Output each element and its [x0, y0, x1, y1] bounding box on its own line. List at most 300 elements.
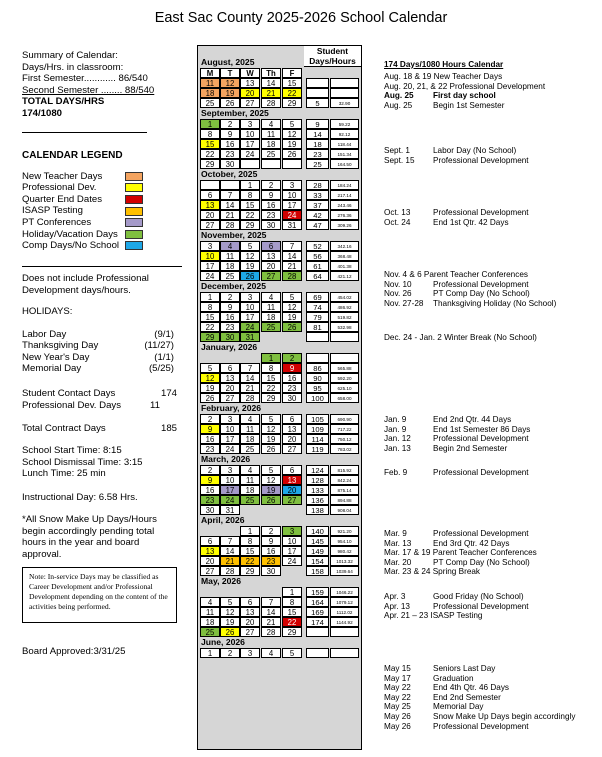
calendar-day: 3 [282, 526, 302, 536]
calendar-day: 16 [282, 373, 302, 383]
student-hours: 815.92 [330, 465, 359, 475]
calendar-day: 5 [261, 414, 281, 424]
event-text: Begin 1st Semester [433, 100, 505, 110]
student-hours: 625.10 [330, 383, 359, 393]
calendar-day: 23 [200, 444, 220, 454]
calendar-day: 25 [240, 495, 260, 505]
legend-item [22, 205, 187, 217]
calendar-day: 22 [240, 556, 260, 566]
event-text: Professional Development [433, 721, 529, 731]
student-hours: 454.02 [330, 292, 359, 302]
event-line [384, 146, 516, 156]
student-days: 136 [306, 495, 329, 505]
legend-swatch [125, 241, 143, 250]
calendar-day: 28 [240, 393, 260, 403]
calendar-day [240, 159, 260, 169]
student-hours: 519.82 [330, 312, 359, 322]
event-line [384, 468, 529, 478]
student-days [306, 648, 329, 658]
prof-dev-value: 11 [150, 399, 160, 411]
calendar-day: 15 [282, 78, 302, 88]
legend-swatch [125, 172, 143, 181]
student-hours: 783.02 [330, 444, 359, 454]
calendar-day: 11 [200, 78, 220, 88]
calendar-day: 27 [261, 271, 281, 281]
calendar-day: 1 [282, 587, 302, 597]
event-date: May 15 [384, 664, 411, 673]
calendar-day: 19 [220, 88, 240, 98]
contact-days [22, 388, 187, 435]
instructional-day: Instructional Day: 6.58 Hrs. [22, 491, 138, 503]
calendar-day: 6 [261, 241, 281, 251]
event-text: Seniors Last Day [433, 664, 496, 673]
pd-notice: Does not include Professional Development days/hours. [22, 273, 149, 296]
calendar-day: 7 [240, 363, 260, 373]
student-hours: 1112.02 [330, 607, 359, 617]
calendar-day: 2 [220, 648, 240, 658]
calendar-day: 17 [282, 200, 302, 210]
student-hours: 875.14 [330, 485, 359, 495]
calendar-day: 16 [220, 139, 240, 149]
calendar-day: 10 [220, 424, 240, 434]
student-hours [330, 88, 359, 98]
calendar-day: 30 [261, 220, 281, 230]
event-line [384, 693, 501, 703]
event-text: Professional Development [433, 601, 529, 611]
event-text: Begin 2nd Semester [433, 443, 508, 453]
weekday-header: M [200, 68, 220, 78]
student-hours: 565.88 [330, 363, 359, 373]
student-hours: 401.38 [330, 261, 359, 271]
calendar-day: 13 [220, 373, 240, 383]
student-hours: 1013.32 [330, 556, 359, 566]
calendar-day: 12 [200, 373, 220, 383]
calendar-day: 21 [220, 210, 240, 220]
calendar-day: 26 [220, 98, 240, 108]
legend-title: CALENDAR LEGEND [22, 150, 123, 161]
calendar-day: 24 [200, 271, 220, 281]
event-date: May 26 [384, 721, 411, 731]
event-line: Aug. 20, 21, & 22 Professional Development [384, 81, 546, 91]
student-days: 64 [306, 271, 329, 281]
calendar-day: 16 [261, 546, 281, 556]
calendar-day: 3 [200, 241, 220, 251]
in-service-note: Note: In-service Days may be classified as Career Development and/or Professional Development depending on the content of the activities being performed. [22, 567, 177, 623]
calendar-day: 24 [282, 210, 302, 220]
student-hours: 532.98 [330, 322, 359, 332]
event-line [384, 444, 507, 454]
student-days: 105 [306, 414, 329, 424]
calendar-day: 5 [261, 465, 281, 475]
student-contact-value: 174 [160, 388, 177, 399]
event-text: Professional Development [433, 529, 529, 538]
calendar-day: 7 [220, 190, 240, 200]
start-time: School Start Time: 8:15 [22, 445, 122, 456]
calendar-day: 31 [240, 332, 260, 342]
event-text: Memorial Day [433, 702, 484, 712]
calendar-day: 25 [220, 271, 240, 281]
event-text: Snow Make Up Days begin accordingly [433, 712, 576, 721]
calendar-day: 13 [200, 200, 220, 210]
event-line [384, 683, 509, 693]
calendar-day: 15 [240, 546, 260, 556]
dismissal-time: School Dismissal Time: 3:15 [22, 456, 143, 468]
student-days [306, 353, 329, 363]
event-text: Good Friday (No School) [433, 592, 524, 601]
calendar-day: 9 [282, 363, 302, 373]
student-days: 81 [306, 322, 329, 332]
calendar-day: 26 [240, 271, 260, 281]
event-date: Apr. 3 [384, 592, 406, 601]
holiday-name: Labor Day [22, 328, 67, 340]
calendar-day: 17 [240, 139, 260, 149]
student-hours: 592.20 [330, 373, 359, 383]
student-hours: 243.46 [330, 200, 359, 210]
calendar-day: 21 [220, 556, 240, 566]
month-heading: August, 2025 [201, 57, 255, 67]
event-text: Professional Development [433, 468, 529, 477]
calendar-day: 12 [240, 251, 260, 261]
student-days: 56 [306, 251, 329, 261]
student-hours: 921.20 [330, 526, 359, 536]
calendar-day: 21 [261, 617, 281, 627]
student-days: 119 [306, 444, 329, 454]
student-hours: 486.92 [330, 302, 359, 312]
calendar-day: 28 [261, 98, 281, 108]
student-days: 145 [306, 536, 329, 546]
student-hours: 690.90 [330, 414, 359, 424]
calendar-day: 7 [261, 597, 281, 607]
month-heading: September, 2025 [201, 108, 269, 118]
calendar-day: 16 [200, 434, 220, 444]
student-days: 25 [306, 159, 329, 169]
legend-item [22, 194, 187, 206]
calendar-day: 1 [200, 648, 220, 658]
student-hours: 217.14 [330, 190, 359, 200]
student-days: 86 [306, 363, 329, 373]
calendar-day: 5 [220, 597, 240, 607]
calendar-day: 17 [240, 312, 260, 322]
calendar-day: 5 [282, 648, 302, 658]
calendar-day: 3 [240, 648, 260, 658]
legend-item [22, 217, 187, 229]
event-line: Mar. 17 & 19 Parent Teacher Conferences [384, 548, 537, 558]
event-date: May 26 [384, 712, 411, 721]
calendar-day: 24 [240, 149, 260, 159]
student-hours: 1079.12 [330, 597, 359, 607]
calendar-day: 22 [261, 383, 281, 393]
student-hours: 151.34 [330, 149, 359, 159]
calendar-day: 11 [261, 129, 281, 139]
calendar-day: 12 [220, 78, 240, 88]
calendar-day: 21 [261, 88, 281, 98]
calendar-day: 10 [282, 190, 302, 200]
calendar-day: 4 [200, 597, 220, 607]
calendar-day: 4 [261, 292, 281, 302]
calendar-day: 8 [282, 597, 302, 607]
calendar-day: 8 [200, 129, 220, 139]
student-contact-label: Student Contact Days [22, 388, 116, 399]
student-hours: 59.22 [330, 119, 359, 129]
event-line: Dec. 24 - Jan. 2 Winter Break (No School) [384, 333, 537, 342]
holiday-name: New Year's Day [22, 351, 90, 363]
calendar-day: 30 [261, 566, 281, 576]
calendar-day: 5 [200, 363, 220, 373]
event-text: Professional Development [433, 155, 529, 165]
calendar-day: 11 [220, 251, 240, 261]
calendar-day: 2 [200, 414, 220, 424]
month-heading: May, 2026 [201, 576, 241, 586]
calendar-day: 6 [200, 190, 220, 200]
calendar-day: 29 [200, 332, 220, 342]
event-line [384, 156, 529, 166]
calendar-day: 2 [261, 180, 281, 190]
weekday-header: Th [261, 68, 281, 78]
student-hours: 92.12 [330, 129, 359, 139]
student-hours: 1039.64 [330, 566, 359, 576]
holiday-name: Thanksgiving Day [22, 340, 99, 352]
student-days: 159 [306, 587, 329, 597]
calendar-day: 18 [240, 485, 260, 495]
first-semester: First Semester............ 86/540 [22, 73, 148, 85]
legend-item [22, 229, 187, 241]
student-hours: 980.42 [330, 546, 359, 556]
event-date: May 17 [384, 673, 411, 683]
event-date: May 22 [384, 683, 411, 693]
holiday-item [22, 340, 187, 352]
month-heading: April, 2026 [201, 515, 245, 525]
student-days: 140 [306, 526, 329, 536]
legend-swatch [125, 230, 143, 239]
calendar-day: 14 [240, 373, 260, 383]
calendar-day: 14 [261, 607, 281, 617]
event-line [384, 558, 530, 568]
calendar-day: 16 [261, 200, 281, 210]
calendar-day: 18 [261, 139, 281, 149]
calendar-day: 23 [200, 495, 220, 505]
calendar-day: 22 [282, 88, 302, 98]
legend-label: PT Conferences [22, 216, 92, 228]
student-hours [330, 353, 359, 363]
calendar-day: 17 [220, 485, 240, 495]
event-date: Mar. 13 [384, 538, 412, 548]
student-hours: 1046.22 [330, 587, 359, 597]
calendar-day: 3 [240, 119, 260, 129]
calendar-day: 25 [200, 98, 220, 108]
total-days-value: 174/1080 [22, 107, 63, 119]
event-line [384, 529, 529, 539]
calendar-day: 19 [240, 261, 260, 271]
event-line [384, 299, 556, 309]
student-days: 74 [306, 302, 329, 312]
calendar-day: 31 [220, 505, 240, 515]
calendar-day: 20 [240, 617, 260, 627]
event-date: Nov. 27-28 [384, 298, 424, 308]
holiday-date: (5/25) [148, 363, 174, 375]
calendar-day [261, 159, 281, 169]
event-line [384, 208, 529, 218]
calendar-day: 21 [240, 383, 260, 393]
calendar-day: 2 [282, 353, 302, 363]
event-date: Feb. 9 [384, 468, 408, 477]
event-date: Mar. 9 [384, 529, 407, 538]
event-text: End 4th Qtr. 46 Days [433, 683, 510, 693]
event-line [384, 702, 484, 712]
holiday-name: Memorial Day [22, 363, 82, 375]
calendar-day: 13 [261, 251, 281, 261]
student-hours: 32.90 [330, 98, 359, 108]
calendar-day: 16 [200, 485, 220, 495]
student-days: 14 [306, 129, 329, 139]
calendar-day: 14 [220, 546, 240, 556]
calendar-day: 4 [220, 241, 240, 251]
calendar-day: 6 [240, 597, 260, 607]
calendar-day [200, 180, 220, 190]
calendar-day: 11 [200, 607, 220, 617]
month-heading: January, 2026 [201, 342, 258, 352]
student-days: 154 [306, 556, 329, 566]
calendar-day: 30 [220, 332, 240, 342]
student-days [306, 78, 329, 88]
calendar-day: 3 [220, 465, 240, 475]
event-text: Labor Day (No School) [433, 146, 517, 155]
weekday-header: T [220, 68, 240, 78]
calendar-day: 28 [282, 271, 302, 281]
calendar-day: 24 [240, 322, 260, 332]
calendar-day: 20 [200, 556, 220, 566]
calendar-day: 3 [220, 414, 240, 424]
event-line: Aug. 18 & 19 New Teacher Days [384, 72, 503, 81]
calendar-day: 6 [220, 363, 240, 373]
calendar-day: 24 [282, 556, 302, 566]
student-hours: 658.00 [330, 393, 359, 403]
calendar-day: 1 [240, 180, 260, 190]
total-days-label: TOTAL DAYS/HRS [22, 96, 105, 108]
legend-swatch [125, 218, 143, 227]
calendar-day: 27 [200, 220, 220, 230]
calendar-day: 20 [240, 88, 260, 98]
event-text: End 2nd Semester [433, 692, 501, 702]
page-title: East Sac County 2025-2026 School Calendar [154, 10, 448, 26]
calendar-day: 22 [200, 149, 220, 159]
calendar-day: 8 [240, 536, 260, 546]
event-line [384, 602, 529, 612]
calendar-day: 23 [220, 322, 240, 332]
event-line [384, 425, 530, 435]
calendar-grid [197, 45, 362, 750]
student-hours: 717.22 [330, 424, 359, 434]
student-days: 52 [306, 241, 329, 251]
event-line [384, 664, 495, 674]
summary-sub: Days/Hrs. in classroom: [22, 61, 124, 73]
calendar-day: 4 [240, 414, 260, 424]
calendar-day: 16 [220, 312, 240, 322]
student-hours [330, 648, 359, 658]
student-hours: 908.04 [330, 505, 359, 515]
calendar-day: 27 [200, 566, 220, 576]
month-heading: November, 2025 [201, 230, 267, 240]
student-days: 79 [306, 312, 329, 322]
student-hours: 954.10 [330, 536, 359, 546]
legend-label: New Teacher Days [22, 170, 103, 182]
calendar-day: 26 [282, 149, 302, 159]
event-date: Apr. 13 [384, 601, 410, 611]
event-text: Professional Development [433, 279, 529, 289]
holiday-date: (9/1) [154, 328, 174, 340]
calendar-day: 14 [282, 251, 302, 261]
calendar-day: 8 [200, 302, 220, 312]
event-text: PT Comp Day (No School) [433, 289, 530, 299]
student-days: 124 [306, 465, 329, 475]
lunch-time: Lunch Time: 25 min [22, 468, 106, 480]
calendar-day: 19 [200, 383, 220, 393]
event-line [384, 539, 509, 549]
student-hours: 750.12 [330, 434, 359, 444]
event-line [384, 91, 496, 101]
calendar-day: 12 [282, 302, 302, 312]
calendar-day: 1 [200, 292, 220, 302]
student-days: 18 [306, 139, 329, 149]
student-days [306, 332, 329, 342]
calendar-day: 22 [200, 322, 220, 332]
student-hours [330, 78, 359, 88]
calendar-day: 12 [220, 607, 240, 617]
student-hours: 842.24 [330, 475, 359, 485]
calendar-day: 7 [282, 241, 302, 251]
divider [22, 266, 182, 267]
calendar-day: 19 [261, 485, 281, 495]
student-hours: 118.44 [330, 139, 359, 149]
calendar-day: 10 [220, 475, 240, 485]
calendar-day: 15 [200, 312, 220, 322]
calendar-day: 10 [200, 251, 220, 261]
student-days: 128 [306, 475, 329, 485]
calendar-day: 5 [282, 292, 302, 302]
event-text: End 2nd Qtr. 44 Days [433, 415, 512, 424]
calendar-day: 25 [261, 322, 281, 332]
calendar-day: 20 [220, 383, 240, 393]
calendar-day: 26 [200, 393, 220, 403]
calendar-day: 10 [240, 129, 260, 139]
event-line: Nov. 4 & 6 Parent Teacher Conferences [384, 270, 528, 279]
calendar-day: 22 [282, 617, 302, 627]
event-date: Sept. 15 [384, 155, 415, 165]
month-heading: June, 2026 [201, 637, 245, 647]
calendar-day: 15 [261, 373, 281, 383]
calendar-day: 5 [282, 119, 302, 129]
calendar-day: 17 [200, 261, 220, 271]
student-days: 37 [306, 200, 329, 210]
calendar-day: 3 [240, 292, 260, 302]
holiday-item [22, 352, 187, 364]
event-date: Jan. 9 [384, 415, 407, 424]
calendar-day [220, 180, 240, 190]
calendar-day: 27 [240, 627, 260, 637]
student-days: 100 [306, 393, 329, 403]
legend-label: Comp Days/No School [22, 240, 120, 252]
legend-label: Quarter End Dates [22, 193, 102, 205]
calendar-day: 29 [240, 566, 260, 576]
holiday-date: (1/1) [154, 351, 174, 363]
event-line [384, 712, 575, 722]
event-text: PT Comp Day (No School) [433, 557, 530, 567]
calendar-day: 6 [200, 536, 220, 546]
summary-heading: Summary of Calendar: [22, 50, 118, 61]
event-date: Nov. 26 [384, 289, 412, 299]
calendar-day: 9 [220, 129, 240, 139]
calendar-day: 11 [240, 475, 260, 485]
summary-panel [22, 50, 187, 120]
